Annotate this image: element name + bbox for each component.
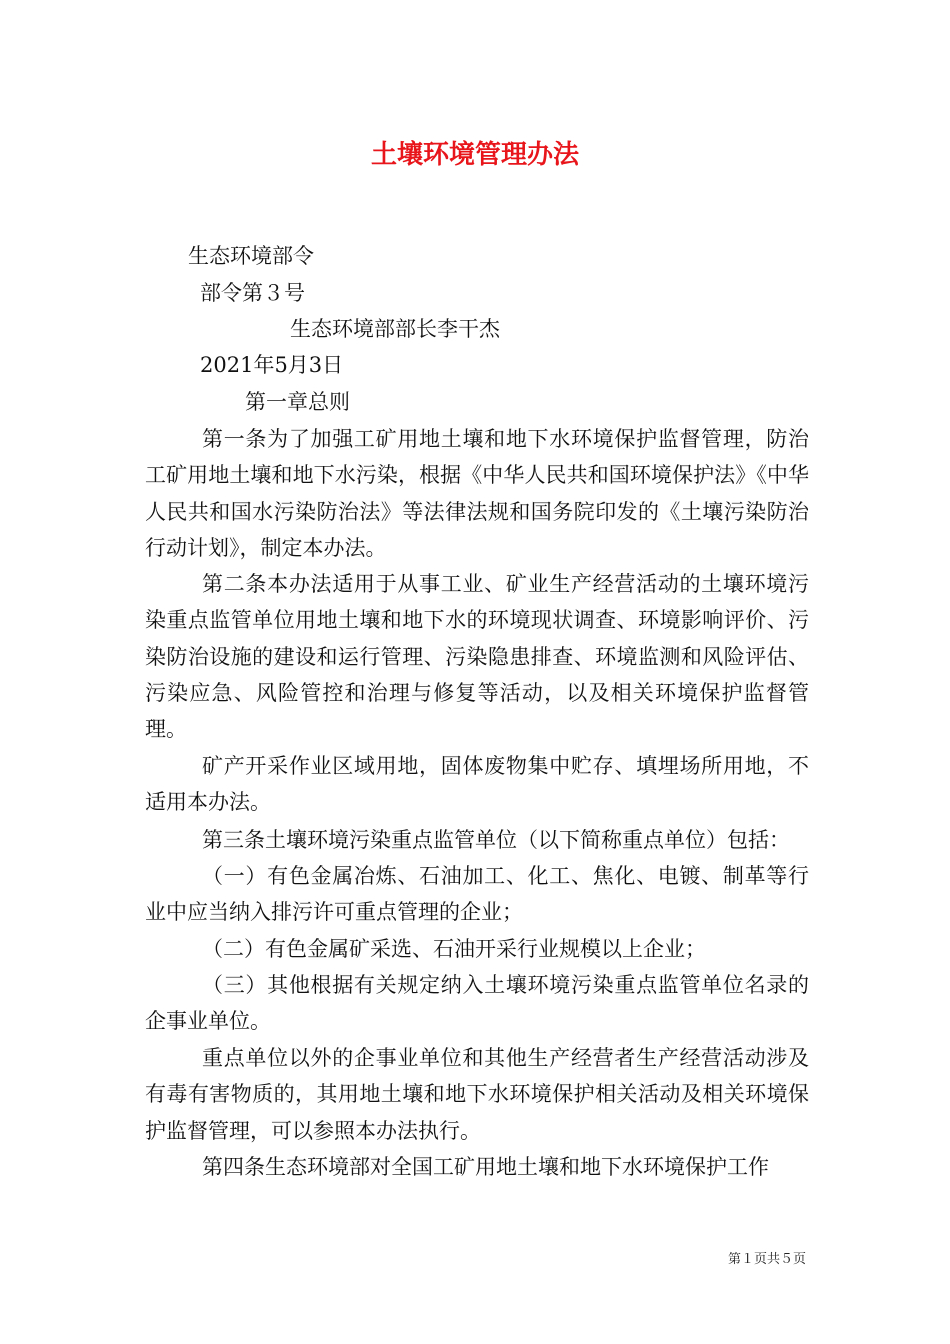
article-2-paragraph: 第二条本办法适用于从事工业、矿业生产经营活动的土壤环境污染重点监管单位用地土壤和地下水的环境现状调查、环境影响评价、污染防治设施的建设和运行管理、污染隐患排查、环境监测和风险评估、污染应急、风险管控和治理与修复等活动，以及相关环境保护监督管理。 xyxy=(145,572,809,742)
chapter-heading: 第一章总则 xyxy=(245,390,350,414)
article-4-paragraph: 第四条生态环境部对全国工矿用地土壤和地下水环境保护工作 xyxy=(202,1155,769,1179)
reference-paragraph: 重点单位以外的企事业单位和其他生产经营者生产经营活动涉及有毒有害物质的，其用地土壤和地下水环境保护相关活动及相关环境保护监督管理，可以参照本办法执行。 xyxy=(145,1046,809,1143)
article-3-item-2: （二）有色金属矿采选、石油开采行业规模以上企业； xyxy=(202,937,706,961)
page-number-footer: 第１页共５页 xyxy=(727,1252,806,1267)
article-3-item-3: （三）其他根据有关规定纳入土壤环境污染重点监管单位名录的企事业单位。 xyxy=(145,973,809,1034)
article-3-paragraph: 第三条土壤环境污染重点监管单位（以下简称重点单位）包括： xyxy=(202,828,790,852)
exclusion-paragraph: 矿产开采作业区域用地，固体废物集中贮存、填埋场所用地，不适用本办法。 xyxy=(145,754,809,815)
date-line: 2021年5月3日 xyxy=(200,353,344,377)
document-title: 土壤环境管理办法 xyxy=(370,140,579,170)
signatory-line: 生态环境部部长李干杰 xyxy=(290,317,500,341)
article-3-item-1: （一）有色金属冶炼、石油加工、化工、焦化、电镀、制革等行业中应当纳入排污许可重点管理的企业； xyxy=(145,864,809,925)
issuer-line: 生态环境部令 xyxy=(188,244,314,268)
decree-number-line: 部令第３号 xyxy=(200,281,305,305)
article-1-paragraph: 第一条为了加强工矿用地土壤和地下水环境保护监督管理，防治工矿用地土壤和地下水污染，根据《中华人民共和国环境保护法》《中华人民共和国水污染防治法》等法律法规和国务院印发的《土壤污染防治行动计划》，制定本办法。 xyxy=(145,427,809,560)
